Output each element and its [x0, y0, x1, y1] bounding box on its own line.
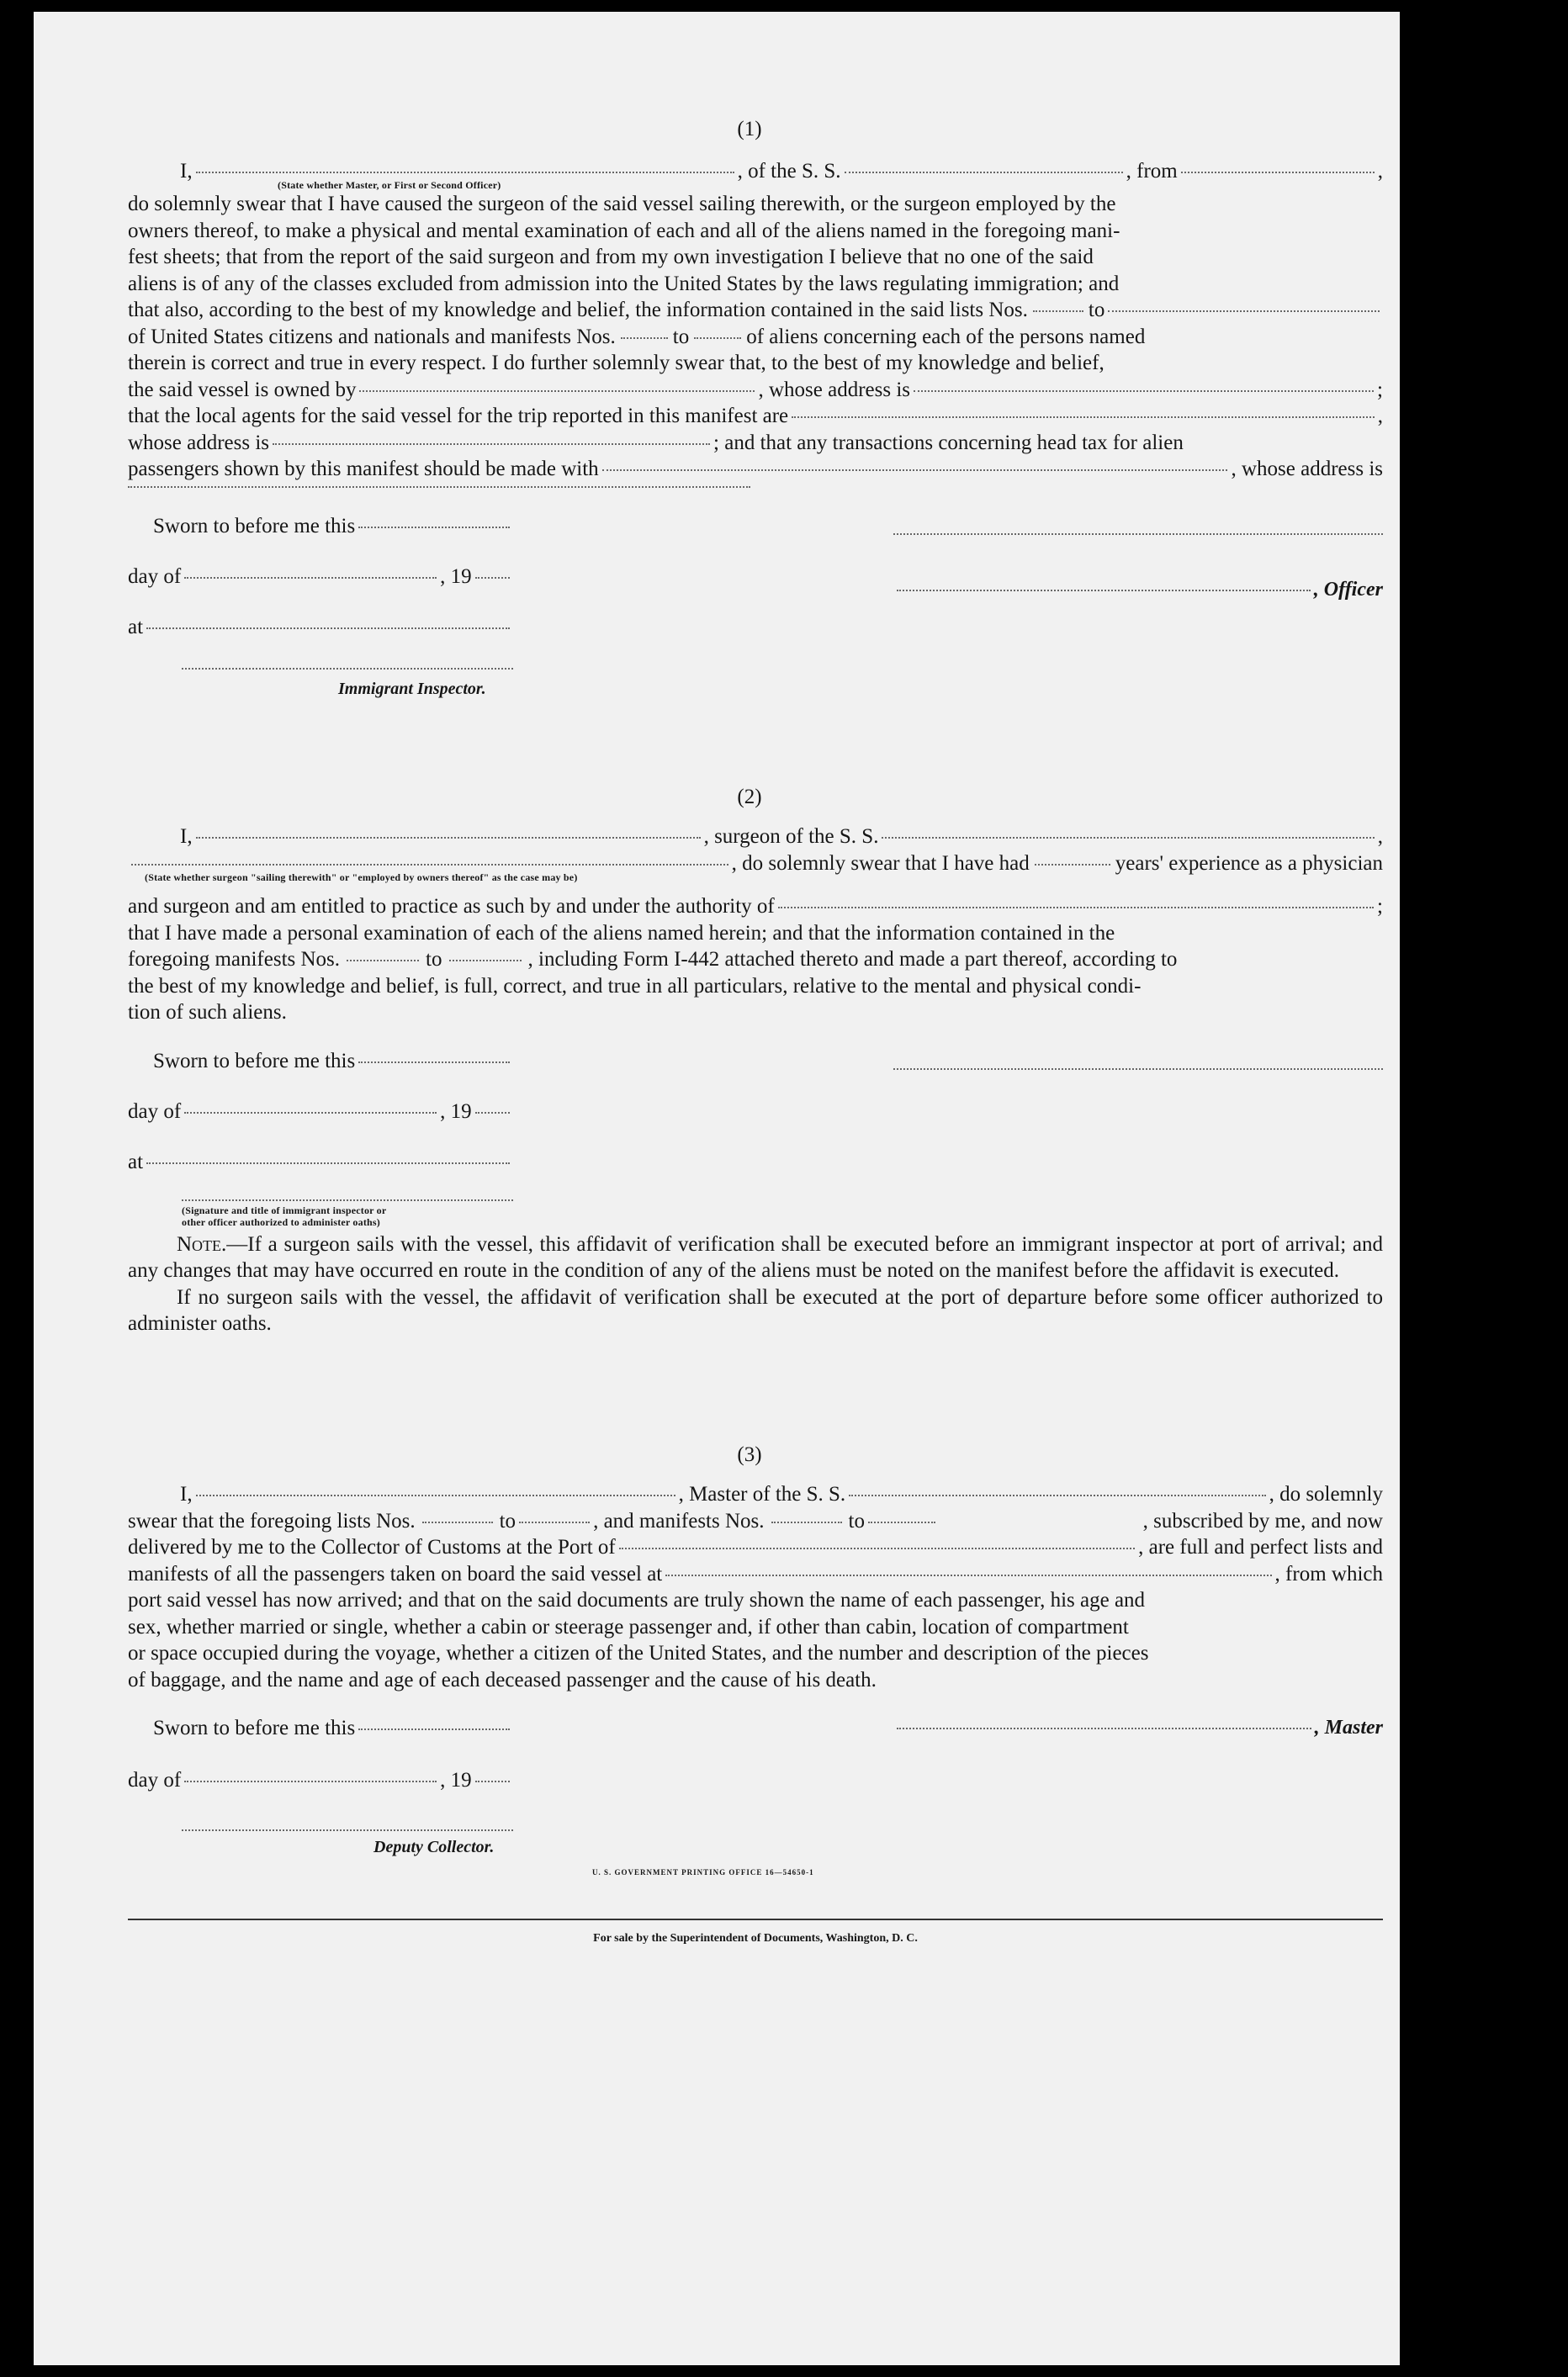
section-number: (1) — [737, 118, 762, 140]
oath-body-line: aliens is of any of the classes excluded from admission into the United States by the laws regulating immigration; and — [128, 272, 1120, 295]
from-port-field[interactable] — [1181, 172, 1375, 173]
owned-by-line: the said vessel is owned by , whose address is ; — [128, 378, 1383, 401]
owner-address-field[interactable] — [914, 390, 1374, 392]
officer-name-field[interactable] — [196, 172, 734, 173]
passengers-line: passengers shown by this manifest should be made with , whose address is — [128, 458, 1383, 480]
footer-divider — [128, 1919, 1383, 1920]
collector-signature-field[interactable] — [182, 1829, 513, 1831]
lists-from-field[interactable] — [422, 1522, 493, 1523]
authority-field[interactable] — [778, 907, 1374, 908]
sworn-block: Sworn to before me this day of , 19 , Officer at Immigrant Inspector. — [128, 514, 1383, 698]
officer-caption: (State whether Master, or First or Second Officer) — [278, 179, 501, 191]
inspector-signature-field[interactable] — [182, 668, 513, 670]
vessel-name-field[interactable] — [845, 172, 1123, 173]
note-paragraph: If no surgeon sails with the vessel, the affidavit of verification shall be executed at the port of departure before some officer authorized to administer oaths. — [128, 1285, 1383, 1335]
inspector-signature-field[interactable] — [182, 1199, 513, 1201]
authority-line: and surgeon and am entitled to practice as such by and under the authority of ; — [128, 895, 1383, 918]
sworn-block: Sworn to before me this day of , 19 at (Signature and title of immigrant inspector or other officer authorized to administer oaths) — [128, 1048, 1383, 1225]
master-signature-field[interactable] — [897, 1728, 1311, 1729]
oath-body-line: therein is correct and true in every respect. I do further solemnly swear that, to the best of my knowledge and belief, — [128, 352, 1104, 374]
lists-to-field[interactable] — [1108, 310, 1380, 312]
agents-line: that the local agents for the said vessel for the trip reported in this manifest are , — [128, 405, 1383, 427]
experience-line: , do solemnly swear that I have had years' experience as a physician — [128, 850, 1383, 877]
officer-signature-field[interactable] — [893, 533, 1383, 535]
agents-address-line: whose address is ; and that any transactions concerning head tax for alien — [128, 431, 1184, 454]
manifests-from-field[interactable] — [621, 337, 668, 339]
sworn-day-field[interactable] — [358, 1728, 510, 1730]
note-paragraph: Note.—If a surgeon sails with the vessel, this affidavit of verification shall be executed before an immigrant inspector at port of arrival; and any changes that may have occurred en route in the condition of any of the aliens must be noted on the manifest before the affidavit is executed. — [128, 1232, 1383, 1282]
head-tax-contact-field[interactable] — [602, 469, 1228, 471]
sworn-day-field[interactable] — [358, 1061, 510, 1063]
from-label: , from — [1126, 159, 1178, 183]
manifests-to-field[interactable] — [868, 1522, 935, 1523]
manifests-to-field[interactable] — [694, 337, 741, 339]
sworn-block: Sworn to before me this , Master day of , 19 Deputy Collector. — [128, 1717, 1383, 1856]
oath-body-line: owners thereof, to make a physical and mental examination of each and all of the aliens named in the foregoing mani- — [128, 219, 1120, 242]
year-field[interactable] — [475, 1781, 510, 1782]
opening-i: I, — [180, 159, 193, 183]
owner-field[interactable] — [359, 390, 755, 392]
place-field[interactable] — [146, 1162, 510, 1164]
lists-from-field[interactable] — [1033, 310, 1083, 312]
year-field[interactable] — [475, 577, 510, 579]
place-field[interactable] — [146, 627, 510, 629]
month-field[interactable] — [184, 577, 437, 579]
surgeon-caption: (State whether surgeon "sailing therewith" or "employed by owners thereof" as the case may be) — [145, 871, 578, 883]
address-continuation-field[interactable] — [128, 486, 750, 488]
surgeon-line: I, , surgeon of the S. S. , — [180, 825, 1383, 848]
port-field[interactable] — [619, 1548, 1135, 1549]
lists-to-field[interactable] — [519, 1522, 590, 1523]
of-ss-label: , of the S. S. — [737, 159, 841, 183]
agents-address-field[interactable] — [273, 443, 710, 445]
boarding-port-field[interactable] — [665, 1575, 1271, 1576]
month-field[interactable] — [184, 1112, 437, 1114]
month-field[interactable] — [184, 1781, 437, 1782]
printing-office-line: U. S. GOVERNMENT PRINTING OFFICE 16—54650-1 — [592, 1868, 814, 1877]
master-name-field[interactable] — [196, 1495, 675, 1496]
surgeon-status-field[interactable] — [131, 864, 728, 866]
delivered-line: delivered by me to the Collector of Customs at the Port of , are full and perfect lists and — [128, 1536, 1383, 1559]
manifest-to-field[interactable] — [449, 960, 522, 961]
surgeon-name-field[interactable] — [196, 837, 701, 839]
officer-title-field[interactable] — [897, 590, 1311, 591]
manifests-from-field[interactable] — [771, 1522, 842, 1523]
lists-line: swear that the foregoing lists Nos. to , and manifests Nos. to , subscribed by me, and now — [128, 1509, 1383, 1533]
oath-line: I, , of the S. S. , from , — [128, 158, 1383, 185]
master-line: I, , Master of the S. S. , do solemnly — [180, 1483, 1383, 1506]
surgeon-vessel-field[interactable] — [882, 837, 1374, 839]
foregoing-manifests-line: foregoing manifests Nos. to , including Form I-442 attached thereto and made a part thereof, according to — [128, 948, 1178, 971]
citizens-line: of United States citizens and nationals and manifests Nos. to of aliens concerning each of the persons named — [128, 325, 1146, 348]
section-number: (3) — [737, 1443, 762, 1466]
surgeon-signature-field[interactable] — [893, 1068, 1383, 1070]
manifests-all-line: manifests of all the passengers taken on board the said vessel at , from which — [128, 1562, 1383, 1586]
manifest-from-field[interactable] — [347, 960, 419, 961]
oath-body-line: do solemnly swear that I have caused the surgeon of the said vessel sailing therewith, or the surgeon employed by the — [128, 193, 1116, 215]
agents-field[interactable] — [792, 416, 1375, 418]
form-page — [34, 12, 1400, 2365]
lists-line: that also, according to the best of my knowledge and belief, the information contained in the said lists Nos. to — [128, 297, 1383, 324]
oath-body-line: fest sheets; that from the report of the said surgeon and from my own investigation I believe that no one of the said — [128, 246, 1094, 268]
section-number: (2) — [737, 785, 762, 808]
year-field[interactable] — [475, 1112, 510, 1114]
master-vessel-field[interactable] — [849, 1495, 1265, 1496]
sale-note: For sale by the Superintendent of Documents, Washington, D. C. — [593, 1931, 918, 1945]
sworn-day-field[interactable] — [358, 527, 510, 528]
form-body: (1) I, , of the S. S. , from , (State whether Master, or First or Second Officer) do solemnly swear that I have caused the surgeon of the said vessel sailing therewith, or the surgeon employed by the owners thereof, to make a physical and mental examination of each and all of the aliens named in the foregoing mani- fest sheets; that from the report of the said surgeon and from my own investigation I believe that no one of the said aliens is of any of the classes excluded from admission into the United States by the laws regulating immigration; and that also, according to the best of my knowledge and belief, the information contained in the said lists Nos. to of United States citizens and nationals and manifests Nos. to of aliens concerning each of the persons named therein is correct and true in every respect. I do further solemnly swear that, to the best of my knowledge and belief, the said vessel is owned by , whose address is ; that the local agents for the said vessel for the trip reported in this manifest are , whose address is ; and that any transactions concerning head tax for alien passengers shown by this manifest should be made with , whose address is Sworn to before me this day of , 19 , Officer at Immigrant Inspector. (2) I, , surgeon of the S. S. , , do solemnly swear that I have had years' experience as a physician (State whether surgeon "sailing therewith" or "employed by owners thereof" as the case may be) and surgeon and am entitled to practice as such by and under the authority of ; that I have made a personal examination of each of the aliens named herein; and that the information contained in the foregoing manifests Nos. to , including Form I-442 attached thereto and made a part thereof, according to the best of my knowledge and belief, is full, correct, and true in all particulars, relative to the mental and physical condi- tion of such aliens. Sworn to before me this day of , 19 at (Signature and title of immigrant inspector or other officer authorized to administer oaths) Note.—If a surgeon sails with the vessel, this affidavit of verification shall be executed before an immigrant inspector at port of arrival; and any changes that may have occurred en route in the condition of any of the aliens must be noted on the manifest before the affidavit is executed. If no surgeon sails with the vessel, the affidavit of verification shall be executed at the port of departure before some officer authorized to administer oaths. (3) I, , Master of the S. S. , do solemnly swear that the foregoing lists Nos. to , and manifests Nos. to , subscribed by me, and now delivered by me to the Collector of Customs at the Port of , are full and perfect lists and manifests of all the passengers taken on board the said vessel at , from which port said vessel has now arrived; and that on the said documents are truly shown the name of each passenger, his age and sex, whether married or single, whether a cabin or steerage passenger and, if other than cabin, location of compartment or space occupied during the voyage, whether a citizen of the United States, and the number and description of the pieces of baggage, and the name and age of each deceased passenger and the cause of his death. Sworn to before me this , Master day of , 19 Deputy Collector. U. S. GOVERNMENT PRINTING OFFICE 16—54650-1 For sale by the Superintendent of Documents, Washington, D. C. — [128, 12, 1383, 1951]
years-field[interactable] — [1035, 864, 1110, 866]
